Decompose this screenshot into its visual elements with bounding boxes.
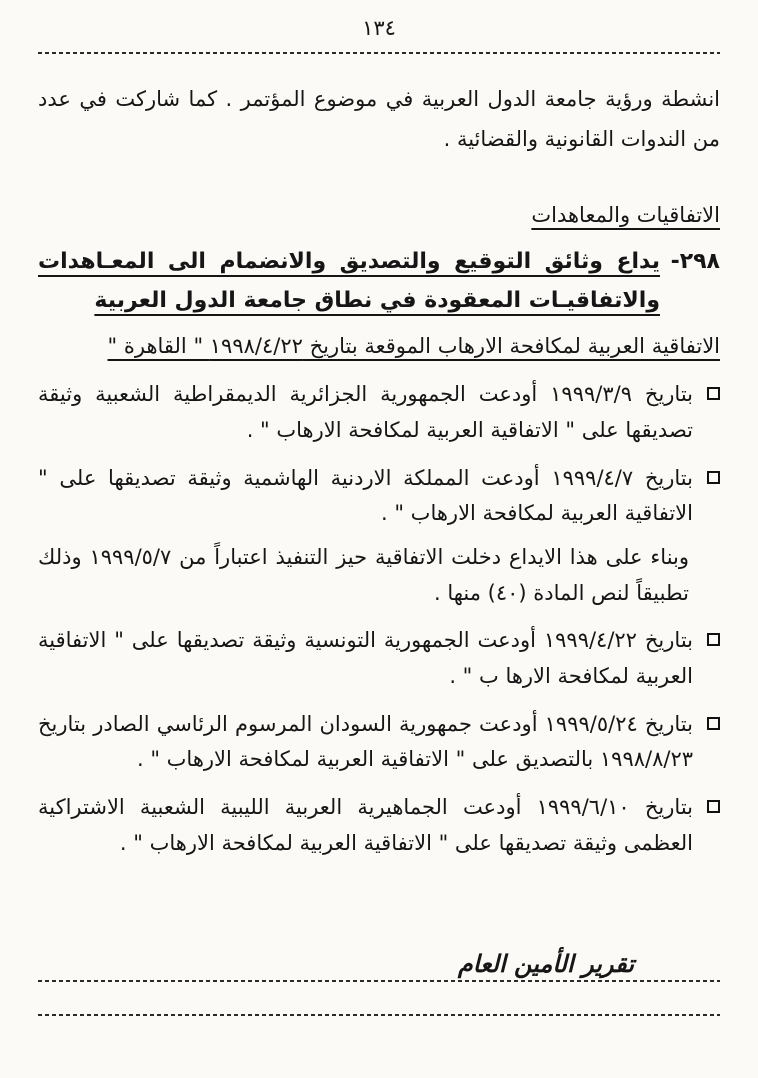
- list-item: [38, 790, 720, 861]
- item-title: يداع وثائق التوقيع والتصديق والانضمام الى المعـاهدات والاتفاقيـات المعقودة في نطاق جامعة الدول العربية: [38, 249, 660, 313]
- convention-subtitle: [38, 328, 720, 365]
- agenda-item: [38, 243, 720, 320]
- secretary-general-signature: تقرير الأمين العام: [457, 950, 634, 978]
- section-heading: [38, 198, 720, 234]
- deposit-list: [38, 377, 720, 861]
- list-item-text: بتاريخ ١٩٩٩/٤/٧ أودعت المملكة الاردنية الهاشمية وثيقة تصديقها على " الاتفاقية العربية لمكافحة الارهاب " .: [38, 465, 693, 526]
- list-item: [38, 623, 720, 694]
- square-bullet-icon: [707, 387, 720, 400]
- list-item-text: بتاريخ ١٩٩٩/٦/١٠ أودعت الجماهيرية العربية الليبية الشعبية الاشتراكية العظمى وثيقة تصديقها على " الاتفاقية العربية لمكافحة الارهاب " .: [38, 795, 693, 855]
- list-item: [38, 707, 720, 778]
- list-item-text: بتاريخ ١٩٩٩/٤/٢٢ أودعت الجمهورية التونسية وثيقة تصديقها على " الاتفاقية العربية لمكافحة الارها ب " .: [38, 628, 694, 689]
- item-number: ٢٩٨-: [670, 249, 720, 275]
- header-divider: [38, 52, 720, 54]
- list-item: [38, 461, 720, 532]
- square-bullet-icon: [707, 471, 720, 484]
- page-footer: [38, 950, 720, 1016]
- square-bullet-icon: [707, 717, 720, 730]
- footer-divider-top: [38, 980, 720, 982]
- page-number: ١٣٤: [362, 16, 396, 40]
- square-bullet-icon: [707, 800, 720, 813]
- list-item-text: بتاريخ ١٩٩٩/٣/٩ أودعت الجمهورية الجزائرية الديمقراطية الشعبية وثيقة تصديقها على " الاتفاقية العربية لمكافحة الارهاب " .: [38, 382, 694, 442]
- convention-subtitle-text: الاتفاقية العربية لمكافحة الارهاب الموقعة بتاريخ ١٩٩٨/٤/٢٢ " القاهرة ": [107, 334, 720, 359]
- list-item-text: بتاريخ ١٩٩٩/٥/٢٤ أودعت جمهورية السودان المرسوم الرئاسي الصادر بتاريخ ١٩٩٨/٨/٢٣ بالتصديق على " الاتفاقية العربية لمكافحة الارهاب " .: [38, 711, 693, 772]
- intro-paragraph: انشطة ورؤية جامعة الدول العربية في موضوع المؤتمر . كما شاركت في عدد من الندوات القانونية والقضائية .: [38, 87, 720, 151]
- list-item: [38, 377, 720, 448]
- list-item-note: وبناء على هذا الايداع دخلت الاتفاقية حيز التنفيذ اعتباراً من ١٩٩٩/٥/٧ وذلك تطبيقاً لنص المادة (٤٠) منها .: [38, 544, 690, 605]
- footer-divider-bottom: [38, 1014, 720, 1016]
- square-bullet-icon: [707, 633, 720, 646]
- section-heading-text: الاتفاقيات والمعاهدات: [531, 202, 720, 227]
